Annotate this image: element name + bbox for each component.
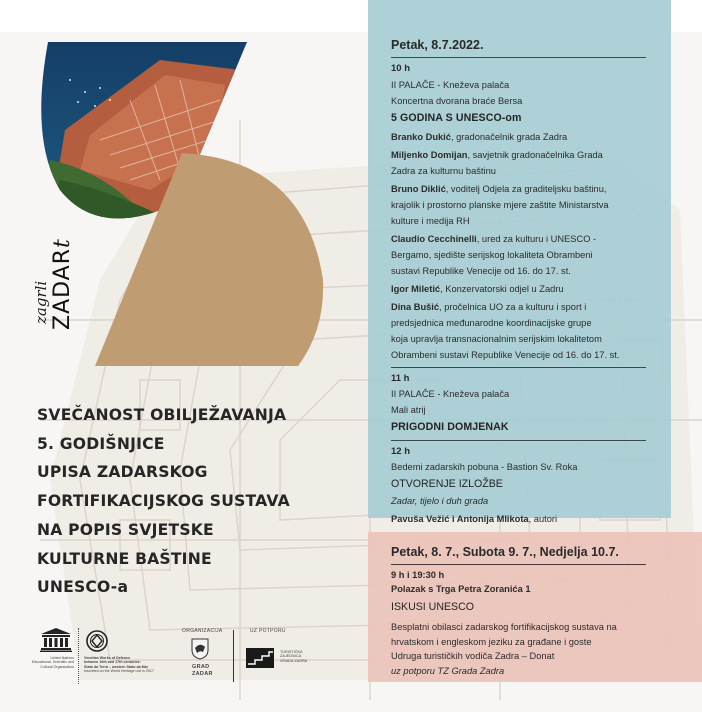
grad-line: GRAD [192, 664, 210, 670]
schedule-panel-day2 [368, 532, 702, 682]
organizacija-label: ORGANIZACIJA [182, 628, 223, 634]
grad-zadar-crest-icon [191, 638, 209, 660]
location-line: II PALAČE - Kneževa palača [391, 389, 510, 399]
zagrli-zadar-logo [26, 232, 86, 332]
divider [391, 57, 646, 58]
speaker-role: , pročelnica UO za a kulturu i sport i [439, 302, 587, 312]
tour-time: 9 h i 19:30 h [391, 570, 445, 580]
exhibition-authors [391, 511, 646, 527]
uz-potporu-label: UZ POTPORU [250, 628, 286, 634]
speaker-role-cont: koja upravlja transnacionalnim serijskim lokalitetom [391, 334, 602, 344]
tz-zadar-logo-icon [246, 648, 274, 668]
brand-zadar: ZADAR [50, 247, 75, 330]
speaker-name: Miljenko Domijan [391, 150, 468, 160]
location-line: Mali atrij [391, 405, 426, 415]
event-title: PRIGODNI DOMJENAK [391, 421, 509, 433]
caption-line: Venetian Works of Defence [84, 656, 131, 660]
location-line: Bedemi zadarskih pobuna - Bastion Sv. Roka [391, 462, 578, 472]
speaker-role-cont: kulture i medija RH [391, 216, 470, 226]
speaker-role-cont: Obrambeni sustavi Republike Venecije od 16. do 17. st. [391, 350, 620, 360]
headline-line: FORTIFIKACIJSKOG SUSTAVA [37, 492, 290, 511]
speaker-role: , gradonačelnik grada Zadra [450, 132, 568, 142]
speaker-role-cont: Bergamo, sjedište serijskog lokaliteta Obrambeni [391, 250, 593, 260]
event-title: 5 GODINA S UNESCO-om [391, 112, 522, 124]
divider [391, 440, 646, 441]
unesco-caption [28, 656, 74, 669]
poster-headline [37, 401, 367, 602]
speaker-role-cont: sustavi Republike Venecije od 16. do 17. st. [391, 266, 571, 276]
caption-line: Cultural Organization [40, 664, 74, 669]
speaker [391, 129, 646, 145]
schedule-panel-day1 [368, 0, 671, 524]
grad-zadar-text [192, 664, 213, 678]
partner-logos [28, 626, 368, 686]
speaker-role-cont: krajolik i prostorno planske mjere zaštite Ministarstva [391, 200, 609, 210]
speaker-role-cont: predsjednica međunarodne koordinacijske grupe [391, 318, 592, 328]
divider [233, 630, 234, 682]
caption-line: ZAJEDNICA [280, 654, 302, 659]
unesco-logo-icon [40, 628, 72, 652]
day1-content [391, 38, 646, 527]
divider [391, 367, 646, 368]
speaker-role: , voditelj Odjela za graditeljsku baštinu, [445, 184, 607, 194]
brand-small-text: zagrli [32, 280, 50, 324]
tz-caption [280, 650, 307, 663]
support-line: uz potporu TZ Grada Zadra [391, 665, 505, 676]
speaker-name: Igor Miletić [391, 284, 441, 294]
speaker-role: , ured za kulturu i UNESCO - [476, 234, 597, 244]
divider [391, 564, 646, 565]
description-line: Besplatni obilasci zadarskog fortifikacijskog sustava na [391, 622, 617, 632]
speaker [391, 299, 646, 315]
speaker [391, 281, 646, 297]
headline-line: UPISA ZADARSKOG [37, 463, 208, 482]
caption-line: Inscribed on the World Heritage List in 2017 [84, 669, 154, 674]
headline-line: NA POPIS SVJETSKE [37, 520, 214, 539]
speaker-name: Dina Bušić [391, 302, 440, 312]
day2-title: Petak, 8. 7., Subota 9. 7., Nedjelja 10.7. [391, 545, 619, 559]
location-line: Koncertna dvorana braće Bersa [391, 96, 523, 106]
speaker [391, 231, 646, 247]
author-names: Pavuša Vežić i Antonija Mlikota [391, 514, 529, 524]
grad-line: ZADAR [192, 671, 213, 677]
time-12h: 12 h [391, 446, 411, 457]
speaker-name: Branko Dukić [391, 132, 451, 142]
whc-caption [84, 656, 174, 674]
headline-line: KULTURNE BAŠTINE [37, 549, 212, 568]
divider [78, 628, 79, 684]
speaker [391, 147, 646, 163]
caption-line: between 16th and 17th centuries: [84, 660, 141, 665]
caption-line: TURISTIČKA [280, 650, 303, 654]
caption-line: GRADA ZADRA [280, 658, 308, 663]
speaker [391, 181, 646, 197]
description-line: Udruga turističkih vodiča Zadra – Donat [391, 651, 555, 661]
caption-line: Stato da Terra – western Stato da Mar [84, 664, 149, 669]
tour-description [391, 620, 671, 678]
world-heritage-emblem-icon [86, 630, 108, 652]
day2-content [391, 545, 671, 678]
headline-line: SVEČANOST OBILJEŽAVANJA [37, 406, 287, 424]
speaker-role-cont: Zadra za kulturnu baštinu [391, 166, 496, 176]
time-10h: 10 h [391, 63, 411, 74]
brand-big-text [50, 238, 75, 330]
caption-line: Educational, Scientific and [31, 660, 74, 665]
caption-line: United Nations [50, 656, 74, 660]
event-title: ISKUSI UNESCO [391, 601, 475, 613]
speaker-role: , Konzervatorski odjel u Zadru [440, 284, 564, 294]
headline-line: 5. GODIŠNJICE [37, 434, 165, 453]
author-suffix: , autori [528, 514, 558, 524]
speaker-name: Claudio Cecchinelli [391, 234, 477, 244]
exhibition-subtitle: Zadar, tijelo i duh grada [391, 496, 489, 506]
tour-meeting-point: Polazak s Trga Petra Zoranića 1 [391, 584, 531, 594]
description-line: hrvatskom i engleskom jeziku za građane i goste [391, 636, 592, 647]
time-11h: 11 h [391, 373, 410, 384]
headline-line: UNESCO-a [37, 578, 129, 597]
speaker-name: Bruno Diklić [391, 184, 446, 194]
speaker-role: , savjetnik gradonačelnika Grada [467, 150, 603, 160]
tan-z-shape [90, 150, 330, 370]
brand-suffix: t [50, 238, 75, 248]
location-line: II PALAČE - Kneževa palača [391, 80, 510, 90]
day1-title: Petak, 8.7.2022. [391, 38, 484, 52]
event-title: OTVORENJE IZLOŽBE [391, 478, 503, 490]
